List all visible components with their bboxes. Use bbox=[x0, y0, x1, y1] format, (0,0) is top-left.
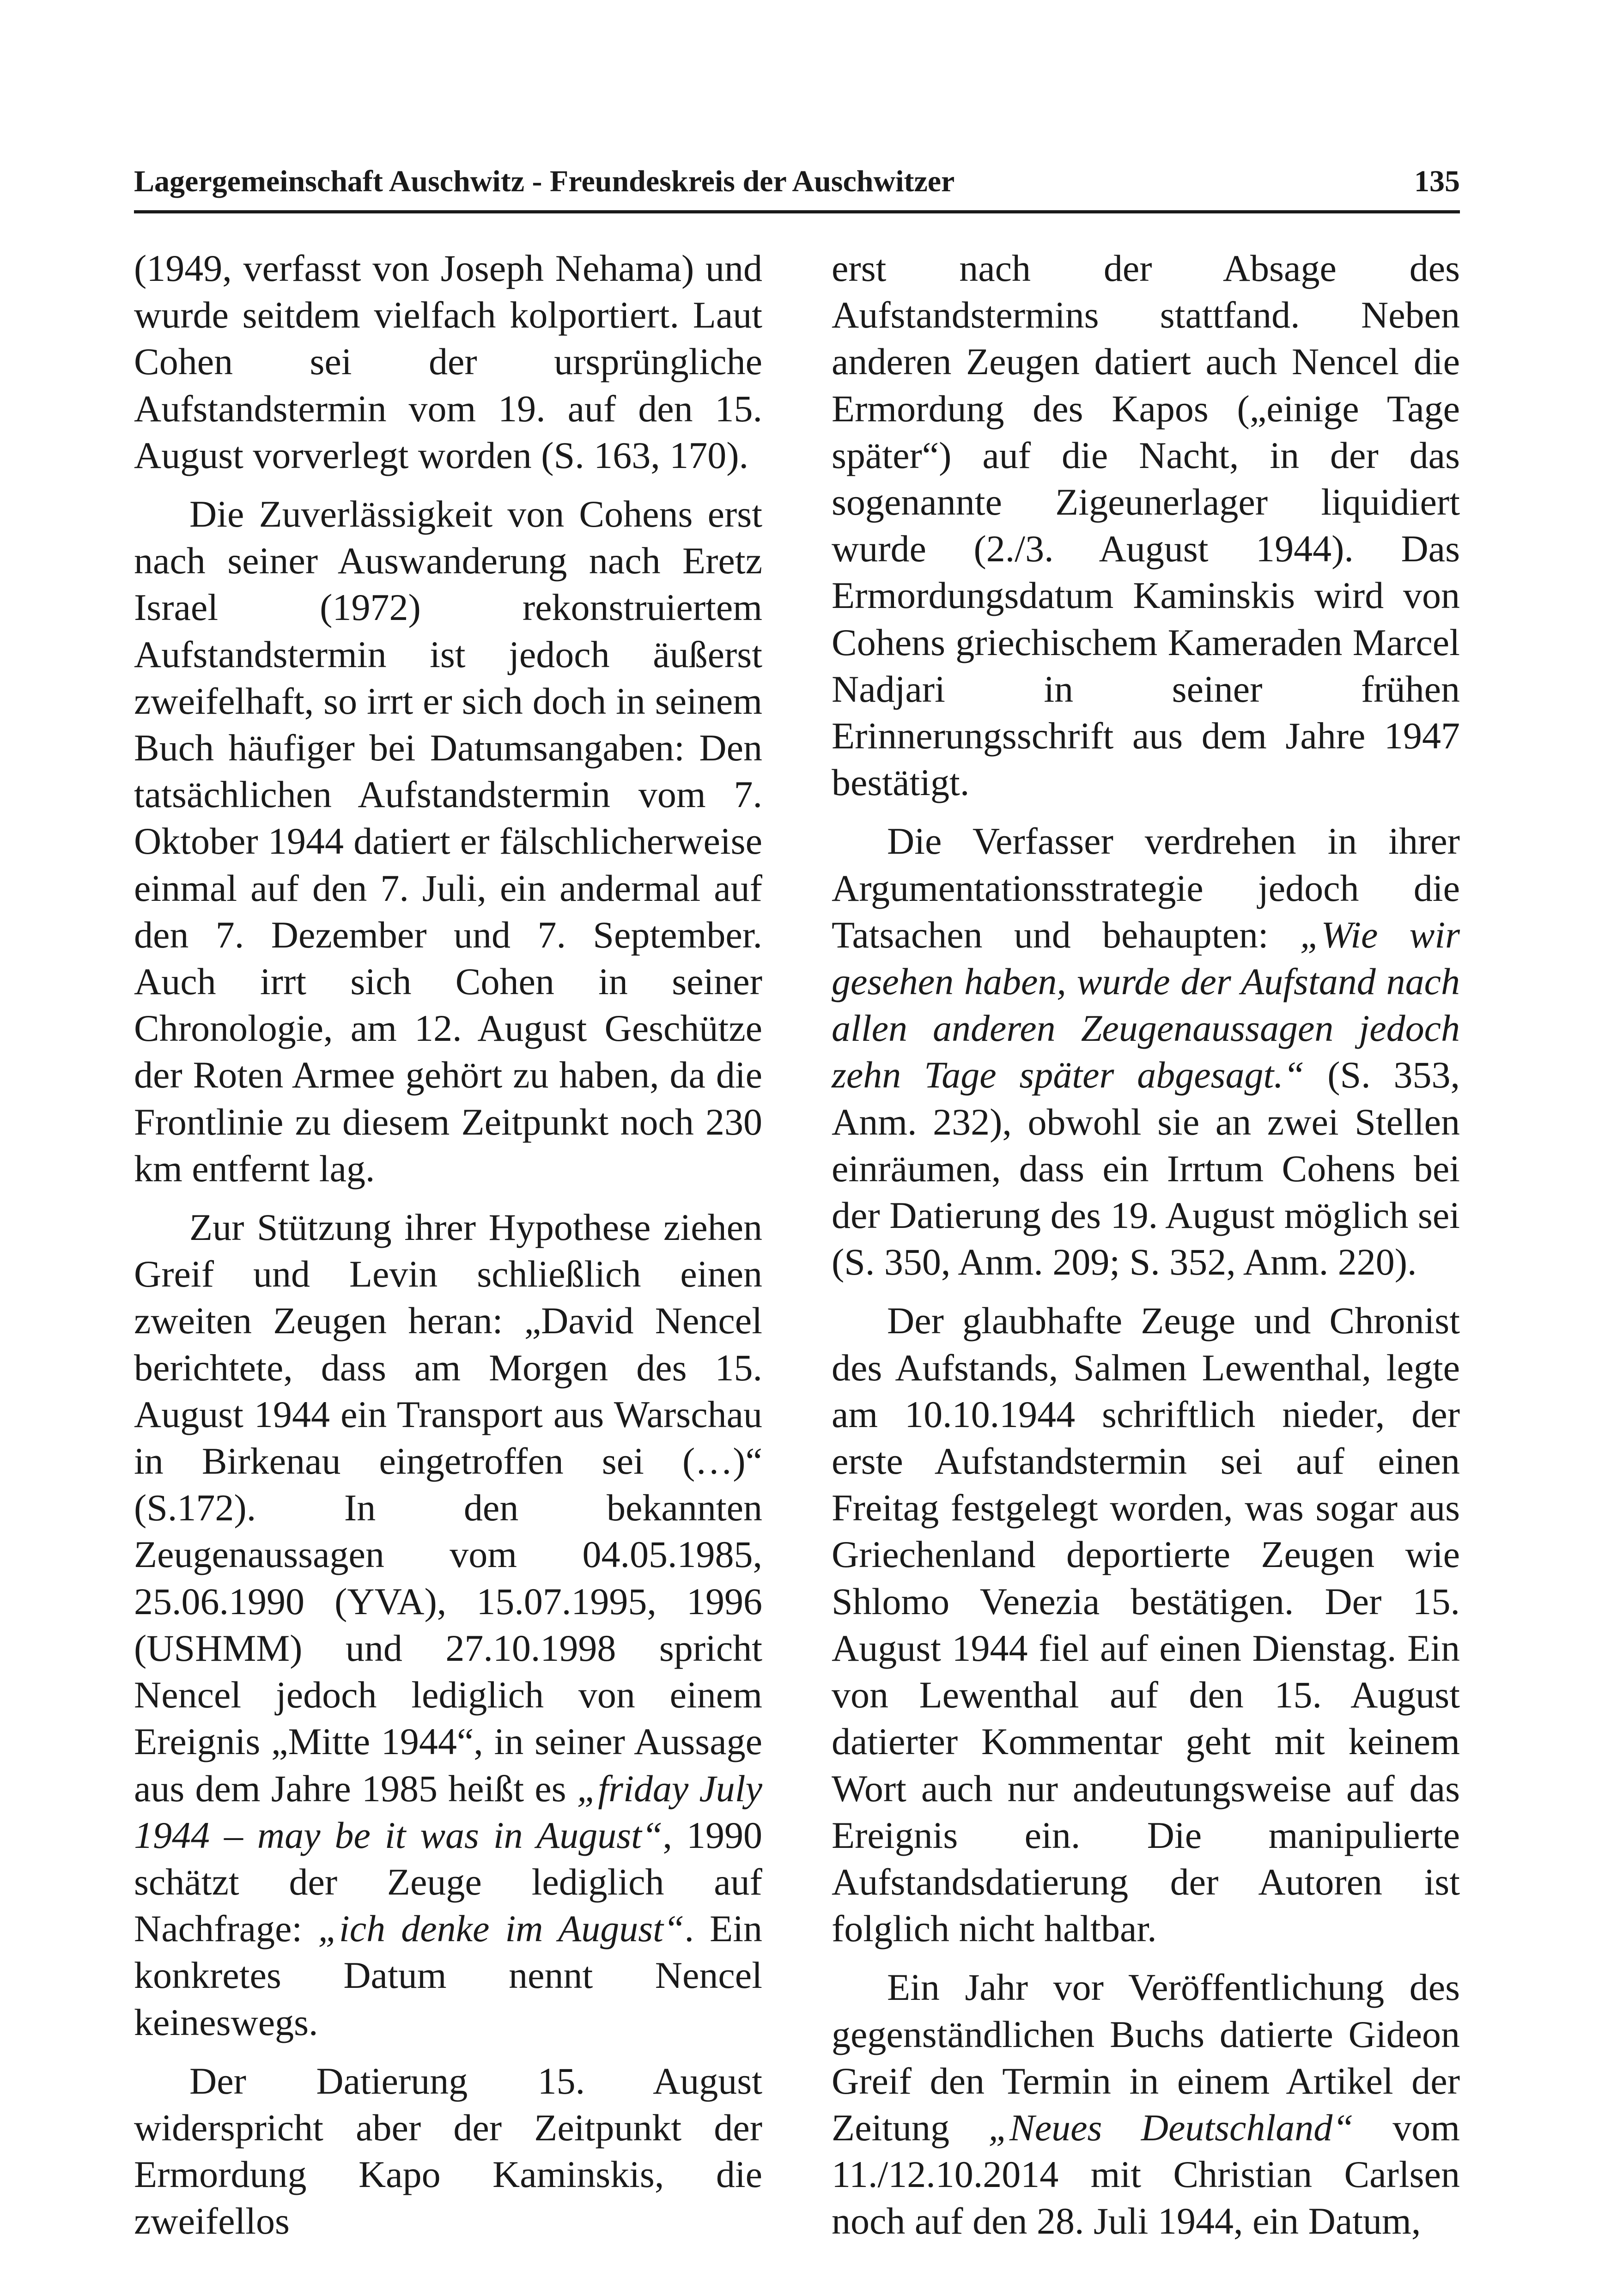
paragraph: Der Datierung 15. August widerspricht aber der Zeitpunkt der Ermordung Kapo Kaminskis, die zweifellos bbox=[134, 2059, 762, 2242]
paragraph: Die Zuverlässigkeit von Cohens erst nach seiner Auswanderung nach Eretz Israel (1972) rekonstruiertem Aufstandstermin ist jedoch äußerst zweifelhaft, so irrt er sich doch in seinem Buch häufiger bei Datumsangaben: Den tatsächlichen Aufstandstermin vom 7. Oktober 1944 datiert er fälschlicherweise einmal auf den 7. Juli, ein andermal auf den 7. Dezember und 7. September. Auch irrt sich Cohen in seiner Chronologie, am 12. August Geschütze der Roten Armee gehört zu haben, da die Frontlinie zu diesem Zeitpunkt noch 230 km entfernt lag. bbox=[134, 493, 762, 1190]
paragraph-text: Zur Stützung ihrer Hypothese ziehen Greif und Levin schließlich einen zweiten Zeugen heran: „David Nencel berichtete, dass am Morgen des 15. August 1944 ein Transport aus Warschau in Birkenau eingetroffen sei (…)“ (S.172). In den bekannten Zeugenaussagen vom 04.05.1985, 25.06.1990 (YVA), 15.07.1995, 1996 (USHMM) und 27.10.1998 spricht Nencel jedoch lediglich von einem Ereignis „Mitte 1944“, in seiner Aussage aus dem Jahre 1985 heißt es bbox=[134, 1206, 762, 1810]
right-column bbox=[832, 245, 1460, 2245]
paragraph: (1949, verfasst von Joseph Nehama) und wurde seitdem vielfach kolportiert. Laut Cohen sei der ursprüngliche Aufstandstermin vom 19. auf den 15. August vorverlegt worden (S. 163, 170). bbox=[134, 247, 762, 476]
paragraph: erst nach der Absage des Aufstandstermins stattfand. Neben anderen Zeugen datiert auch Nencel die Ermordung des Kapos („einige Tage später“) auf die Nacht, in der das sogenannte Zigeunerlager liquidiert wurde (2./3. August 1944). Das Ermordungsdatum Kaminskis wird von Cohens griechischem Kameraden Marcel Nadjari in seiner frühen Erinnerungsschrift aus dem Jahre 1947 bestätigt. bbox=[832, 247, 1460, 804]
paragraph bbox=[832, 818, 1460, 1285]
italic-quote: „Neues Deutschland“ bbox=[988, 2106, 1354, 2149]
paragraph-text: Ein Jahr vor Veröffentlichung des gegenständlichen Buchs datierte Gideon Greif den Termin in einem Artikel der Zeitung bbox=[832, 1966, 1460, 2149]
paragraph-text: . Ein konkretes Datum nennt Nencel keineswegs. bbox=[134, 1907, 762, 2043]
left-column bbox=[134, 245, 762, 2245]
paragraph bbox=[134, 1204, 762, 2046]
paragraph bbox=[832, 1964, 1460, 2244]
italic-quote: „Wie wir gesehen haben, wurde der Aufstand nach allen anderen Zeugenaussagen jedoch zehn Tage später abgesagt.“ bbox=[832, 913, 1460, 1096]
running-header bbox=[134, 159, 1460, 213]
paragraph-text: Die Verfasser verdrehen in ihrer Argumentationsstrategie jedoch die Tatsachen und behaupten: bbox=[832, 820, 1460, 956]
paragraph-text: , 1990 schätzt der Zeuge lediglich auf Nachfrage: bbox=[134, 1814, 762, 1950]
italic-quote: „ich denke im August“ bbox=[318, 1907, 685, 1950]
paragraph-text: (S. 353, Anm. 232), obwohl sie an zwei Stellen einräumen, dass ein Irrtum Cohens bei der Datierung des 19. August möglich sei (S. 350, Anm. 209; S. 352, Anm. 220). bbox=[832, 1054, 1460, 1283]
page-number: 135 bbox=[1414, 164, 1460, 198]
italic-quote: „friday July 1944 – may be it was in August“ bbox=[134, 1767, 762, 1856]
paragraph: Der glaubhafte Zeuge und Chronist des Aufstands, Salmen Lewenthal, legte am 10.10.1944 schriftlich nieder, der erste Aufstandstermin sei auf einen Freitag festgelegt worden, was sogar aus Griechenland deportierte Zeugen wie Shlomo Venezia bestätigen. Der 15. August 1944 fiel auf einen Dienstag. Ein von Lewenthal auf den 15. August datierter Kommentar geht mit keinem Wort auch nur andeutungsweise auf das Ereignis ein. Die manipulierte Aufstandsdatierung der Autoren ist folglich nicht haltbar. bbox=[832, 1300, 1460, 1950]
header-title: Lagergemeinschaft Auschwitz - Freundeskreis der Auschwitzer bbox=[134, 164, 955, 198]
paragraph-text: vom 11./12.10.2014 mit Christian Carlsen noch auf den 28. Juli 1944, ein Datum, bbox=[832, 2106, 1460, 2242]
